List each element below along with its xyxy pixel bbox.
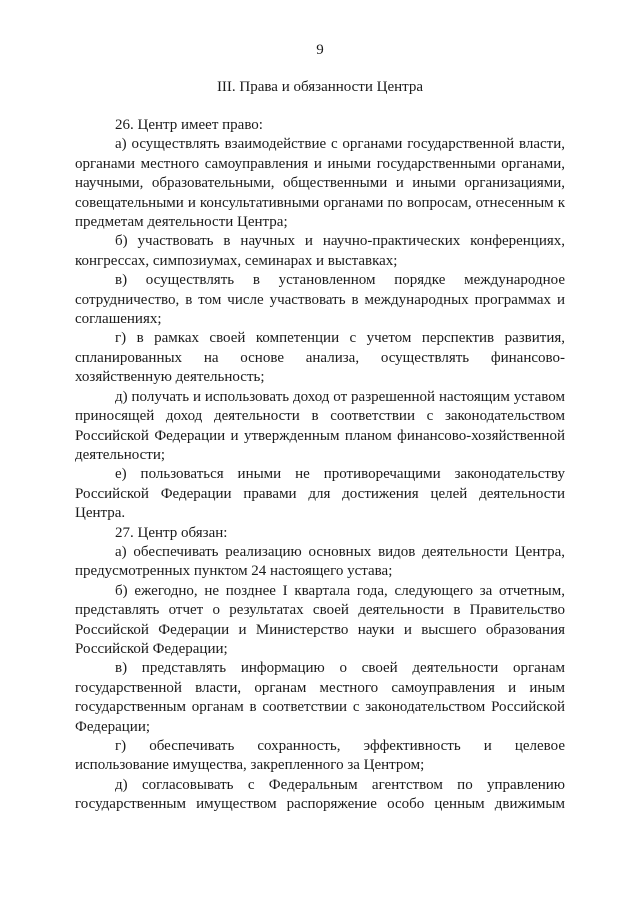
- clause-26-item-b: б) участвовать в научных и научно-практических конференциях, конгрессах, симпозиумах, семинарах и выставках;: [75, 233, 565, 269]
- clause-27-item-a: а) обеспечивать реализацию основных видов деятельности Центра, предусмотренных пунктом 24 настоящего устава;: [75, 543, 565, 580]
- clause-26-item-g: г) в рамках своей компетенции с учетом перспектив развития, спланированных на основе анализа, осуществлять финансово-хозяйственную деятельность;: [75, 330, 565, 386]
- clause-27-item-v: в) представлять информацию о своей деятельности органам государственной власти, органам местного самоуправления и иным государственным органам в соответствии с законодательством Российской Федерации;: [75, 660, 565, 735]
- clause-26-heading: 26. Центр имеет право:: [115, 117, 263, 133]
- clause-27-item-b: б) ежегодно, не позднее I квартала года, следующего за отчетным, представлять отчет о результатах своей деятельности в Правительство Российской Федерации и Министерство науки и высшего образования Российской Федерации;: [75, 582, 565, 657]
- clause-27-item-d: д) согласовывать с Федеральным агентством по управлению государственным имуществом распоряжение особо ценным движимым: [75, 776, 565, 813]
- clause-26-item-a: а) осуществлять взаимодействие с органами государственной власти, органами местного самоуправления и иными государственными органами, научными, образовательными, общественными и иными организациями, совещательными и консультативными органами по вопросам, отнесенным к предметам деятельности Центра;: [75, 136, 565, 231]
- clause-27-heading: 27. Центр обязан:: [115, 524, 228, 541]
- clause-26-item-d: д) получать и использовать доход от разрешенной настоящим уставом приносящей доход деятельности в соответствии с законодательством Российской Федерации и утвержденным планом финансово-хозяйственной деятельности;: [75, 388, 565, 463]
- section-title: III. Права и обязанности Центра: [216, 79, 424, 95]
- page-number: 9: [316, 42, 324, 58]
- clause-27-item-g: г) обеспечивать сохранность, эффективность и целевое использование имущества, закрепленного за Центром;: [75, 738, 565, 774]
- document-body: [75, 116, 565, 815]
- clause-26-item-v: в) осуществлять в установленном порядке международное сотрудничество, в том числе участвовать в международных программах и соглашениях;: [75, 272, 565, 328]
- clause-26-item-e: е) пользоваться иными не противоречащими законодательству Российской Федерации правами для достижения целей деятельности Центра.: [75, 466, 565, 522]
